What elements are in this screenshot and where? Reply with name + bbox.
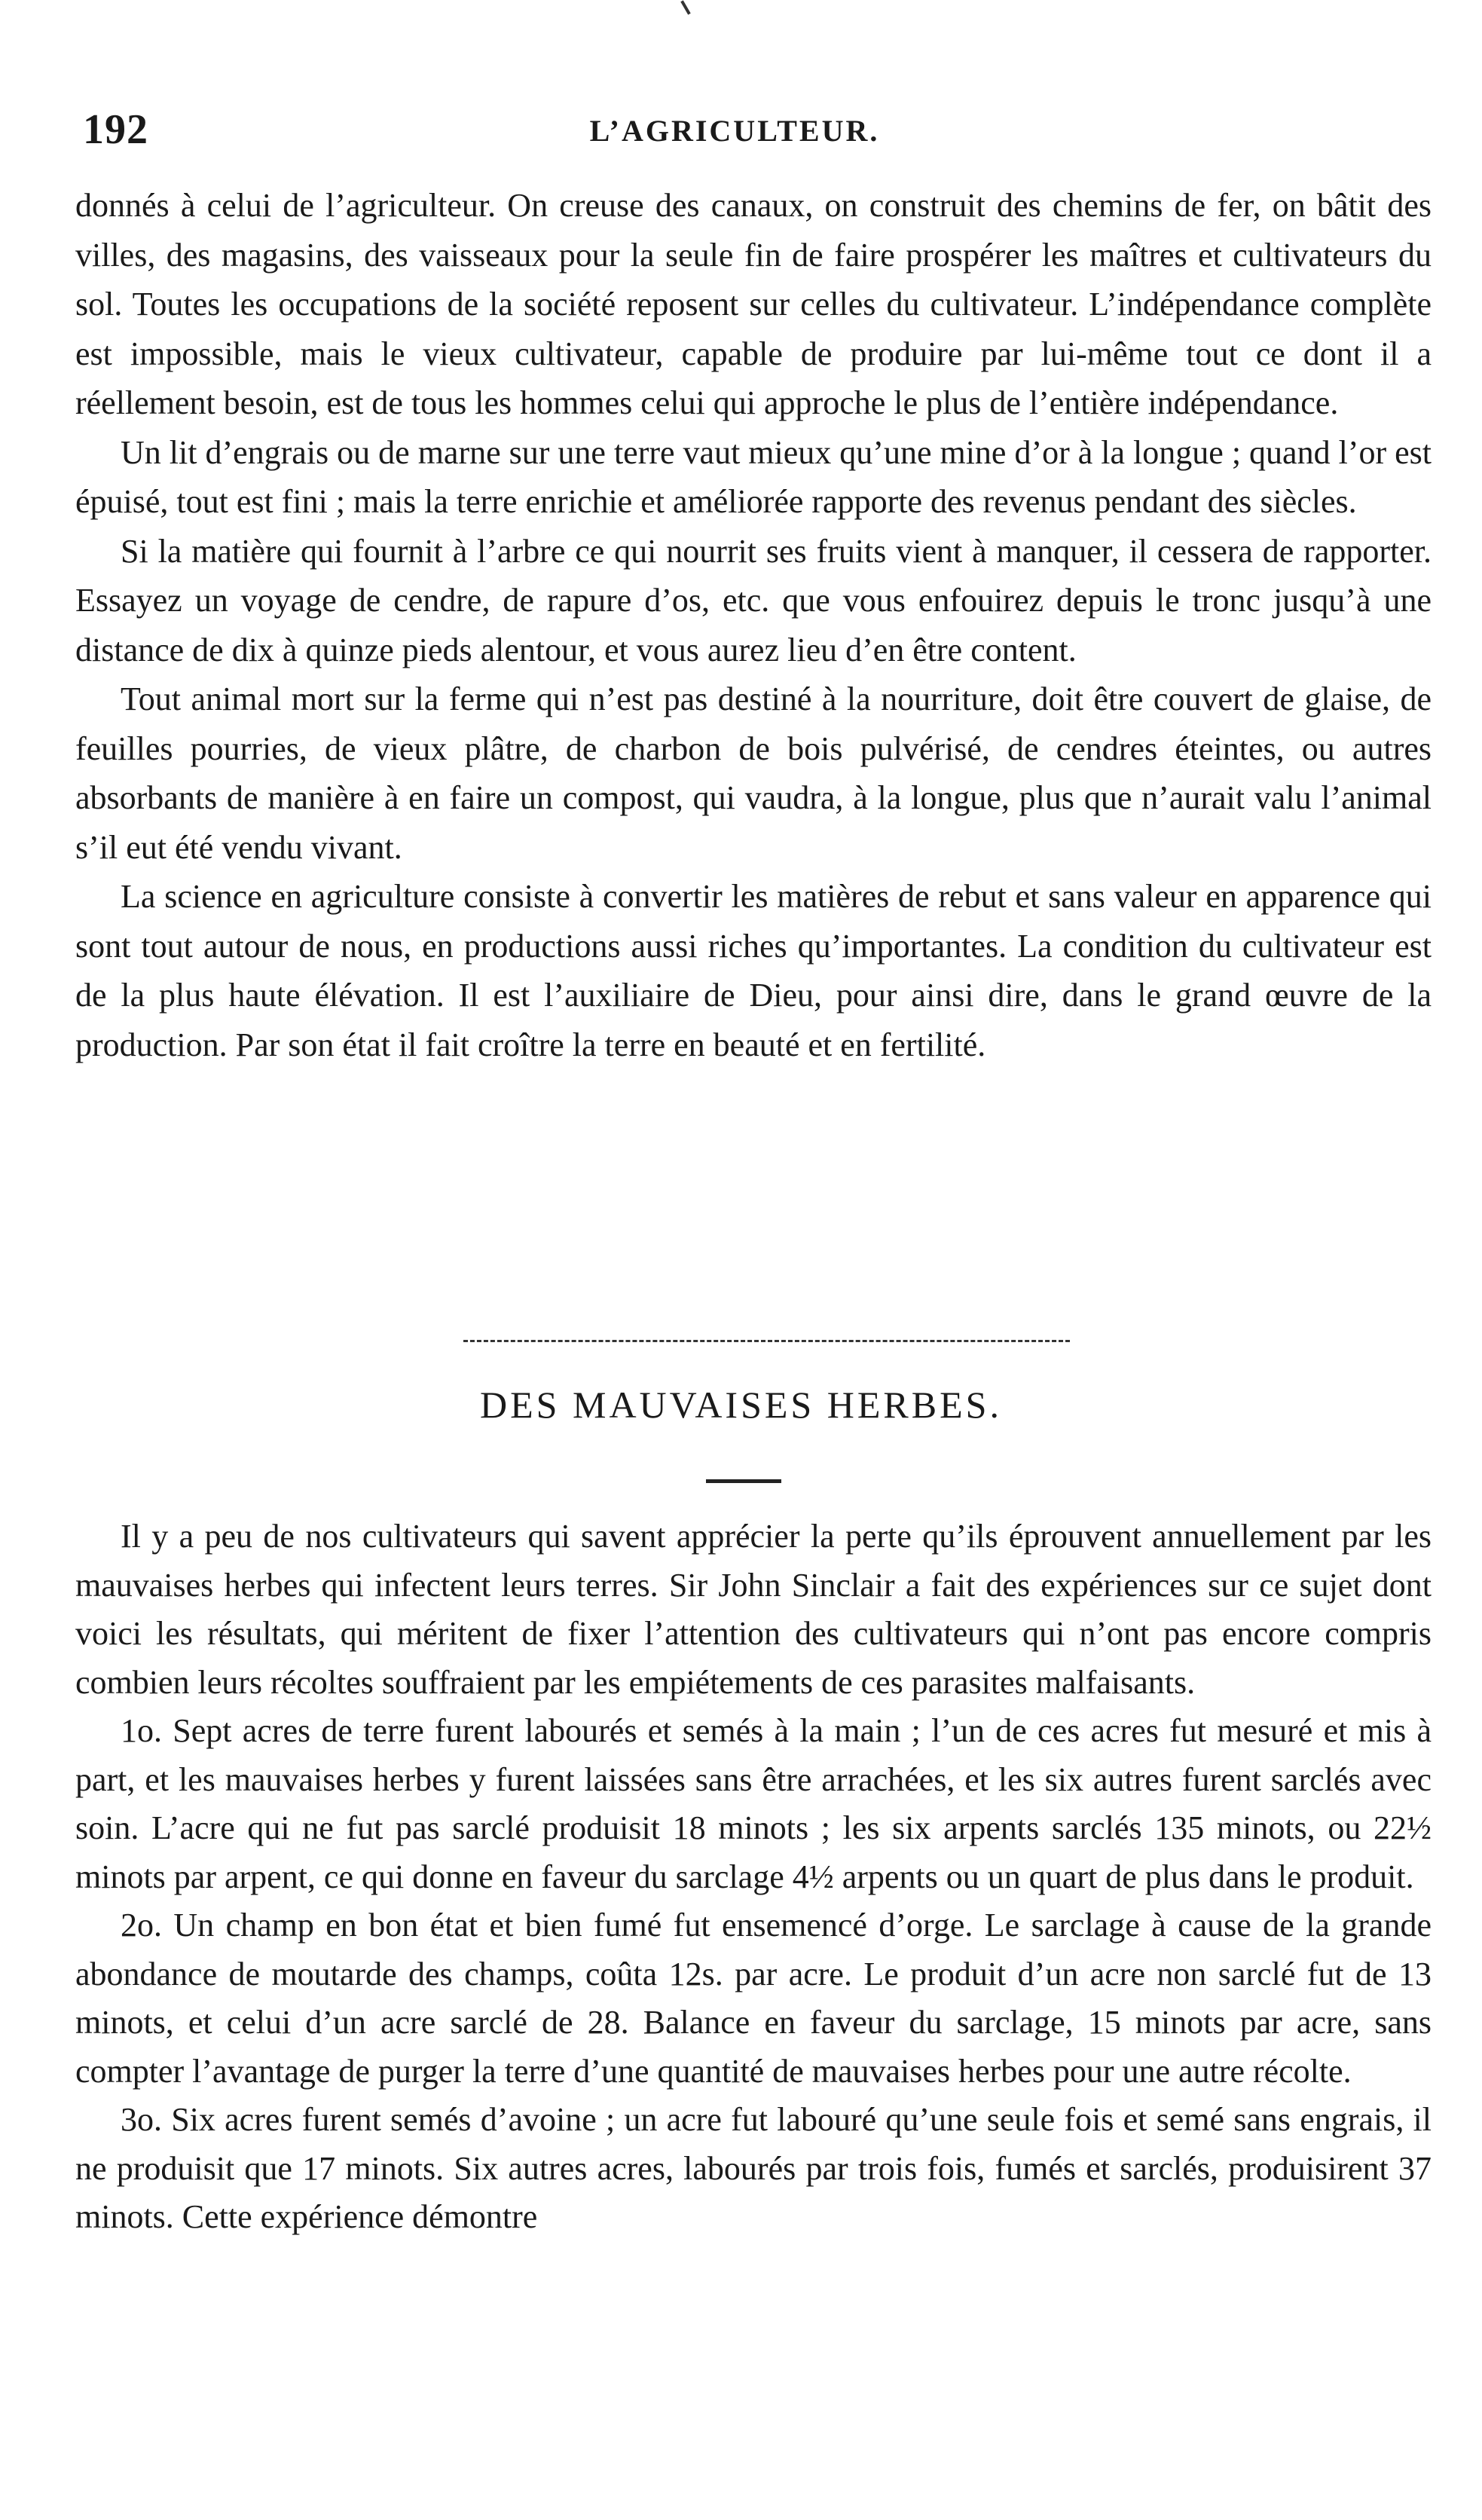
running-head: L’AGRICULTEUR. xyxy=(589,114,880,148)
section-title: DES MAUVAISES HERBES. xyxy=(480,1384,1002,1426)
print-speck xyxy=(680,0,690,14)
paragraph: Un lit d’engrais ou de marne sur une terre vaut mieux qu’une mine d’or à la longue ; quand l’or est épuisé, tout est fini ; mais la terre enrichie et améliorée rapporte des revenus pendant des siècles. xyxy=(75,433,1432,520)
paragraph: Il y a peu de nos cultivateurs qui savent apprécier la perte qu’ils éprouvent annuellement par les mauvaises herbes qui infectent leurs terres. Sir John Sinclair a fait des expériences sur ce sujet dont voici les résultats, qui méritent de fixer l’attention des cultivateurs qui n’ont pas encore compris combien leurs récoltes souffraient par les empiétements de ces parasites malfaisants. xyxy=(75,1518,1432,1701)
paragraph: 3o. Six acres furent semés d’avoine ; un acre fut labouré qu’une seule fois et semé sans engrais, il ne produisit que 17 minots. Six autres acres, labourés par trois fois, fumés et sarclés, produisirent 37 minots. Cette expérience démontre xyxy=(75,2101,1432,2235)
paragraph: 2o. Un champ en bon état et bien fumé fut ensemencé d’orge. Le sarclage à cause de la grande abondance de moutarde des champs, coûta 12s. par acre. Le produit d’un acre non sarclé fut de 13 minots, et celui d’un acre sarclé de 28. Balance en faveur du sarclage, 15 minots par acre, sans compter l’avantage de purger la terre d’une quantité de mauvaises herbes pour une autre récolte. xyxy=(75,1907,1432,2090)
section-2-text xyxy=(75,1512,1432,2242)
page-header xyxy=(75,106,1432,166)
paragraph: donnés à celui de l’agriculteur. On creuse des canaux, on construit des chemins de fer, on bâtit des villes, des magasins, des vaisseaux pour la seule fin de faire prospérer les maîtres et cultivateurs du sol. Toutes les occupations de la société reposent sur celles du cultivateur. L’indépendance complète est impossible, mais le vieux cultivateur, capable de produire par lui-même tout ce dont il a réellement besoin, est de tous les hommes celui qui approche le plus de l’entière indépendance. xyxy=(75,187,1432,421)
page-number: 192 xyxy=(83,106,148,153)
paragraph: Si la matière qui fournit à l’arbre ce qui nourrit ses fruits vient à manquer, il cessera de rapporter. Essayez un voyage de cendre, de rapure d’os, etc. que vous enfouirez depuis le tronc jusqu’à une distance de dix à quinze pieds alentour, et vous aurez lieu d’en être content. xyxy=(75,532,1432,668)
paragraph: La science en agriculture consiste à convertir les matières de rebut et sans valeur en apparence qui sont tout autour de nous, en productions aussi riches qu’importantes. La condition du cultivateur est de la plus haute élévation. Il est l’auxiliaire de Dieu, pour ainsi dire, dans le grand œuvre de la production. Par son état il fait croître la terre en beauté et en fertilité. xyxy=(75,878,1432,1063)
paragraph: 1o. Sept acres de terre furent labourés et semés à la main ; l’un de ces acres fut mesuré et mis à part, et les mauvaises herbes y furent laissées sans être arrachées, et les six autres furent sarclés avec soin. L’acre qui ne fut pas sarclé produisit 18 minots ; les six arpents sarclés 135 minots, ou 22½ minots par arpent, ce qui donne en faveur du sarclage 4½ arpents ou un quart de plus dans le produit. xyxy=(75,1712,1432,1895)
section-divider xyxy=(463,1340,1070,1342)
section-1-text xyxy=(75,181,1432,1069)
paragraph: Tout animal mort sur la ferme qui n’est pas destiné à la nourriture, doit être couvert de glaise, de feuilles pourries, de vieux plâtre, de charbon de bois pulvérisé, de cendres éteintes, ou autres absorbants de manière à en faire un compost, qui vaudra, à la longue, plus que n’aurait valu l’animal s’il eut été vendu vivant. xyxy=(75,680,1432,866)
title-underline xyxy=(706,1479,781,1483)
